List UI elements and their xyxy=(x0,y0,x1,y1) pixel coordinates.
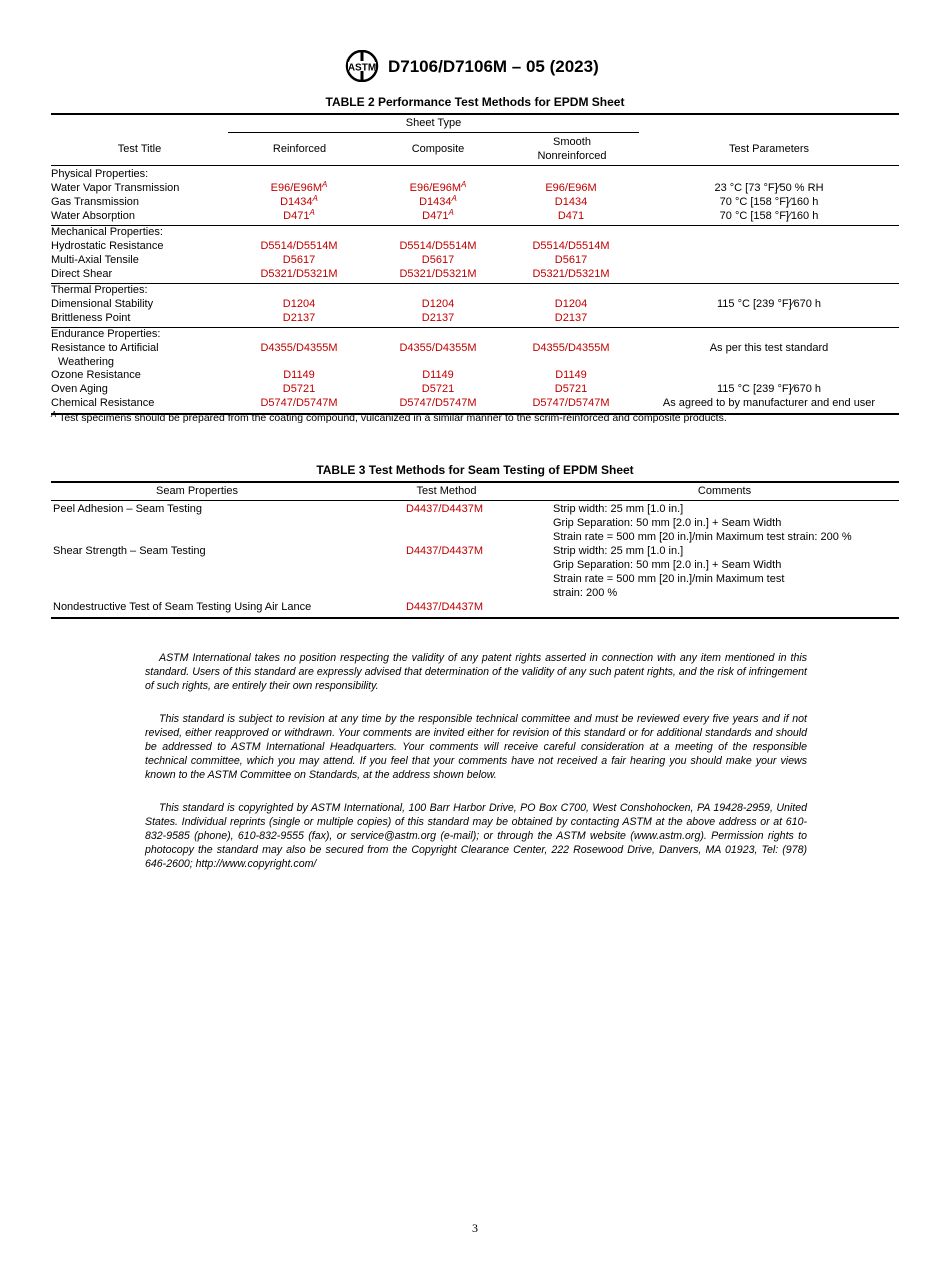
composite-method: D2137 xyxy=(421,312,455,324)
reinforced-method: D5747/D5747M xyxy=(260,397,338,409)
section-divider xyxy=(51,225,899,226)
section-divider xyxy=(51,327,899,328)
test-title: Oven Aging xyxy=(51,383,108,395)
smooth-method: E96/E96M xyxy=(545,182,597,194)
reinforced-method: D2137 xyxy=(282,312,316,324)
test-parameters: 115 °C [239 °F]⁄670 h xyxy=(717,298,821,310)
table2-group-header: Sheet Type xyxy=(405,117,462,129)
comment-line: Strain rate = 500 mm [20 in.]/min Maximum test xyxy=(553,573,785,585)
reinforced-method: D1434$^A$ xyxy=(280,194,318,208)
footnote-mark: A xyxy=(322,180,328,189)
composite-method: D4355/D4355M xyxy=(399,342,477,354)
table2-top-rule xyxy=(51,113,899,115)
test-parameters: 70 °C [158 °F]⁄160 h xyxy=(719,196,819,208)
svg-text:ASTM: ASTM xyxy=(347,62,377,74)
seam-property: Peel Adhesion – Seam Testing xyxy=(53,503,203,515)
table2-caption: TABLE 2 Performance Test Methods for EPDM Sheet xyxy=(325,95,625,109)
reinforced-method: D471$^A$ xyxy=(283,208,315,222)
table2-col-smooth: Smooth xyxy=(553,136,591,148)
comment-line: Strain rate = 500 mm [20 in.]/min Maximum test strain: 200 % xyxy=(553,531,852,543)
table2-footnote xyxy=(51,412,727,424)
smooth-method: D5321/D5321M xyxy=(532,268,610,280)
seam-property: Nondestructive Test of Seam Testing Using Air Lance xyxy=(53,601,312,613)
composite-method: D471$^A$ xyxy=(422,208,454,222)
document-designation: D7106/D7106M – 05 (2023) xyxy=(388,57,599,76)
reinforced-method: D1149 xyxy=(283,369,315,381)
table3-header-rule xyxy=(51,500,899,501)
composite-method: D5321/D5321M xyxy=(399,268,477,280)
reinforced-method: D5321/D5321M xyxy=(260,268,338,280)
reinforced-method: D1204 xyxy=(282,298,316,310)
smooth-method: D1149 xyxy=(555,369,587,381)
smooth-method: D5514/D5514M xyxy=(532,240,610,252)
composite-method: D1204 xyxy=(421,298,455,310)
table2-col-composite: Composite xyxy=(411,143,465,155)
reinforced-method: E96/E96M$^A$ xyxy=(270,180,328,194)
section-label: Endurance Properties: xyxy=(51,328,161,340)
section-label: Mechanical Properties: xyxy=(51,226,163,238)
test-parameters: 115 °C [239 °F]⁄670 h xyxy=(717,383,821,395)
test-parameters: 23 °C [73 °F]⁄50 % RH xyxy=(714,182,824,194)
table2-col-test-title: Test Title xyxy=(117,143,162,155)
smooth-method: D1434 xyxy=(554,196,588,208)
comment-line: Strip width: 25 mm [1.0 in.] xyxy=(553,545,684,557)
test-title: Direct Shear xyxy=(51,268,113,280)
footnote-mark: A xyxy=(51,410,57,419)
table2-group-rule xyxy=(228,132,639,133)
footnote-mark: A xyxy=(312,194,318,203)
reinforced-method: D5617 xyxy=(282,254,316,266)
test-method: D4437/D4437M xyxy=(406,601,484,613)
table3-col-comments: Comments xyxy=(697,485,752,497)
table3-col-seam-properties: Seam Properties xyxy=(156,485,238,497)
test-method: D4437/D4437M xyxy=(406,545,484,557)
test-title: Multi-Axial Tensile xyxy=(51,254,139,266)
footnote-text: Test specimens should be prepared from the coating compound, vulcanized in a similar manner to the scrim-reinforced and composite products. xyxy=(56,412,727,424)
section-divider xyxy=(51,283,899,284)
smooth-method: D5747/D5747M xyxy=(532,397,610,409)
composite-method: D5721 xyxy=(421,383,455,395)
composite-method: D5747/D5747M xyxy=(399,397,477,409)
footnote-mark: A xyxy=(461,180,467,189)
table2-col-parameters: Test Parameters xyxy=(728,143,810,155)
smooth-method: D2137 xyxy=(554,312,588,324)
test-title: Water Vapor Transmission xyxy=(51,182,180,194)
astm-logo-icon xyxy=(344,50,380,82)
smooth-method: D4355/D4355M xyxy=(532,342,610,354)
test-title: Resistance to Artificial xyxy=(51,342,159,354)
composite-method: E96/E96M$^A$ xyxy=(409,180,467,194)
test-title: Brittleness Point xyxy=(51,312,131,324)
table3-caption: TABLE 3 Test Methods for Seam Testing of EPDM Sheet xyxy=(316,463,634,477)
test-title: Ozone Resistance xyxy=(51,369,141,381)
reinforced-method: D5514/D5514M xyxy=(260,240,338,252)
table2-col-reinforced: Reinforced xyxy=(272,143,327,155)
comment-line: Strip width: 25 mm [1.0 in.] xyxy=(553,503,684,515)
page-header xyxy=(0,50,950,84)
table3-col-test-method: Test Method xyxy=(416,485,477,497)
table3-top-rule xyxy=(51,481,899,483)
footnote-mark: A xyxy=(309,208,315,217)
table2-header-rule xyxy=(51,165,899,166)
test-parameters: As per this test standard xyxy=(709,342,829,354)
test-title: Dimensional Stability xyxy=(51,298,154,310)
test-title: Hydrostatic Resistance xyxy=(51,240,164,252)
test-method: D4437/D4437M xyxy=(406,503,484,515)
seam-property: Shear Strength – Seam Testing xyxy=(53,545,206,557)
notice-patent: ASTM International takes no position respecting the validity of any patent rights asserted in connection with any item mentioned in this standard. Users of this standard are expressly advised that determination of the validity of any such patent rights, and the risk of infringement of such rights, are entirely their own responsibility. xyxy=(145,652,807,692)
comment-line: strain: 200 % xyxy=(553,587,618,599)
test-title: Gas Transmission xyxy=(51,196,140,208)
test-title-line2: Weathering xyxy=(58,356,115,368)
footnote-mark: A xyxy=(448,208,454,217)
test-title: Water Absorption xyxy=(51,210,135,222)
test-parameters: 70 °C [158 °F]⁄160 h xyxy=(719,210,819,222)
comment-line: Grip Separation: 50 mm [2.0 in.] + Seam Width xyxy=(553,559,782,571)
table2-col-smooth-line2: Nonreinforced xyxy=(537,150,607,162)
smooth-method: D1204 xyxy=(554,298,588,310)
composite-method: D1149 xyxy=(422,369,454,381)
page-number: 3 xyxy=(472,1221,478,1235)
reinforced-method: D5721 xyxy=(282,383,316,395)
section-label: Physical Properties: xyxy=(51,168,149,180)
smooth-method: D5617 xyxy=(554,254,588,266)
test-parameters: As agreed to by manufacturer and end user xyxy=(662,397,876,409)
smooth-method: D471 xyxy=(557,210,585,222)
section-label: Thermal Properties: xyxy=(51,284,148,296)
composite-method: D5617 xyxy=(421,254,455,266)
notice-revision: This standard is subject to revision at any time by the responsible technical committee and must be reviewed every five years and if not revised, either reapproved or withdrawn. Your comments are invited either for revision of this standard or for additional standards and should be addressed to ASTM International Headquarters. Your comments will receive careful consideration at a meeting of the responsible technical committee, which you may attend. If you feel that your comments have not received a fair hearing you should make your views known to the ASTM Committee on Standards, at the address shown below. xyxy=(145,713,807,781)
smooth-method: D5721 xyxy=(554,383,588,395)
footnote-mark: A xyxy=(451,194,457,203)
reinforced-method: D4355/D4355M xyxy=(260,342,338,354)
notice-copyright: This standard is copyrighted by ASTM International, 100 Barr Harbor Drive, PO Box C700, West Conshohocken, PA 19428-2959, United States. Individual reprints (single or multiple copies) of this standard may be obtained by contacting ASTM at the above address or at 610-832-9585 (phone), 610-832-9555 (fax), or service@astm.org (e-mail); or through the ASTM website (www.astm.org). Permission rights to photocopy the standard may also be secured from the Copyright Clearance Center, 222 Rosewood Drive, Danvers, MA 01923, Tel: (978) 646-2600; http://www.copyright.com/ xyxy=(145,802,807,870)
comment-line: Grip Separation: 50 mm [2.0 in.] + Seam Width xyxy=(553,517,782,529)
composite-method: D1434$^A$ xyxy=(419,194,457,208)
composite-method: D5514/D5514M xyxy=(399,240,477,252)
table3-bottom-rule xyxy=(51,617,899,619)
test-title: Chemical Resistance xyxy=(51,397,155,409)
